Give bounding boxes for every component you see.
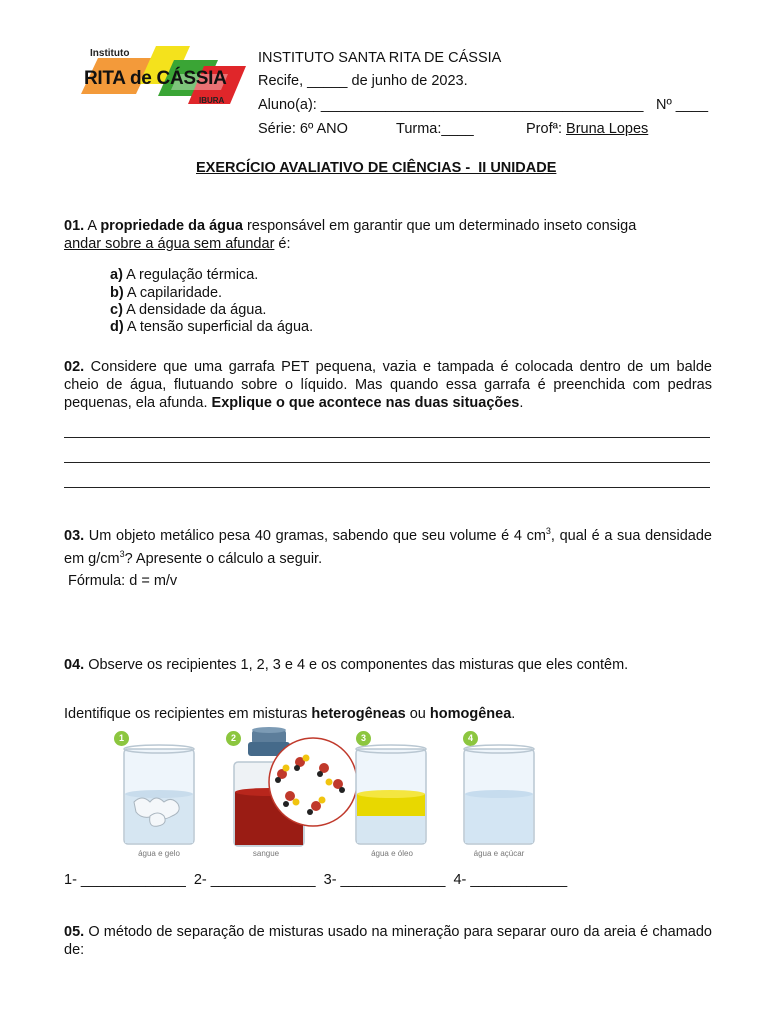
q3-formula: Fórmula: d = m/v <box>68 573 178 589</box>
question-5-number: 05. <box>64 924 85 940</box>
question-2 <box>64 358 712 412</box>
question-1-line1 <box>64 218 636 234</box>
q3-superscript: 3 <box>119 548 125 559</box>
beaker-2-blood <box>234 727 357 846</box>
q1-option-b <box>110 285 222 301</box>
answer-line[interactable] <box>64 487 710 488</box>
q1-text-b: responsável em garantir que um determinado inseto consiga <box>242 218 637 234</box>
q3-text-a: Um objeto metálico pesa 40 gramas, sabendo que seu volume é 4 cm <box>84 527 546 544</box>
beaker-1-water-ice <box>124 745 194 844</box>
beaker-number-1: 1 <box>114 731 129 746</box>
teacher-prefix: Profª: <box>526 121 567 137</box>
q1-option-d <box>110 319 313 335</box>
q1-bold-text: propriedade da água <box>100 218 243 234</box>
beaker-2-caption: sangue <box>252 849 280 858</box>
q2-bold-text: Explique o que acontece nas duas situações <box>211 395 520 411</box>
date-line: Recife, _____ de junho de 2023. <box>258 73 468 89</box>
teacher-name: Bruna Lopes <box>566 121 649 137</box>
beaker-4-caption: água e açúcar <box>473 849 525 858</box>
beaker-number-4: 4 <box>463 731 478 746</box>
q4-bold-heterogeneas: heterogêneas <box>311 706 406 722</box>
q1-option-a <box>110 267 258 283</box>
grade-label: Série: 6º ANO <box>258 121 348 137</box>
q4-instruction <box>64 706 515 722</box>
q1-text-a: A <box>84 218 101 234</box>
q1-underlined-text: andar sobre a água sem afundar <box>64 236 275 252</box>
q4-instruction-a: Identifique os recipientes em misturas <box>64 706 312 722</box>
answer-line[interactable] <box>64 462 710 463</box>
logo-place-text: IBURA <box>199 96 225 105</box>
option-text: A tensão superficial da água. <box>123 319 314 335</box>
answer-line[interactable] <box>64 437 710 438</box>
beaker-4-water-sugar <box>464 745 534 844</box>
option-letter: d) <box>110 319 124 335</box>
q3-text-c: ? Apresente o cálculo a seguir. <box>124 550 323 567</box>
q2-end: . <box>519 395 524 411</box>
option-letter: a) <box>110 267 123 283</box>
question-2-number: 02. <box>64 359 85 375</box>
mixtures-illustration <box>110 724 550 854</box>
beaker-number-2: 2 <box>226 731 241 746</box>
q4-bold-homogenea: homogênea <box>429 706 512 722</box>
q1-text-c: é: <box>274 236 291 252</box>
logo-name-text: RITA de CÁSSIA <box>84 68 227 89</box>
question-4 <box>64 657 628 673</box>
question-4-number: 04. <box>64 657 85 673</box>
q1-option-c <box>110 302 266 318</box>
question-1-line2 <box>64 236 291 252</box>
option-text: A regulação térmica. <box>122 267 259 283</box>
question-3-number: 03. <box>64 527 85 544</box>
q3-text-b: , qual é a sua densidade em g/cm <box>64 527 712 567</box>
q2-text: Considere que uma garrafa PET pequena, vazia e tampada é colocada dentro de um balde cheio de água, flutuando sobre o líquido. Mas quando essa garrafa é preenchida com pedras pequenas, ela afunda. <box>64 359 712 411</box>
beaker-number-3: 3 <box>356 731 371 746</box>
logo-instituto-text: Instituto <box>90 48 130 59</box>
question-3 <box>64 522 712 568</box>
page-title: EXERCÍCIO AVALIATIVO DE CIÊNCIAS - II UNIDADE <box>196 160 557 176</box>
option-letter: b) <box>110 285 124 301</box>
student-number-field: Nº ____ <box>656 97 709 113</box>
beaker-3-caption: água e óleo <box>371 849 413 858</box>
q5-text: O método de separação de misturas usado na mineração para separar ouro da areia é chamado de: <box>64 924 712 958</box>
q4-text: Observe os recipientes 1, 2, 3 e 4 e os componentes das misturas que eles contêm. <box>84 657 629 673</box>
institution-name: INSTITUTO SANTA RITA DE CÁSSIA <box>258 50 502 66</box>
q3-superscript: 3 <box>545 526 551 536</box>
q4-instruction-b: ou <box>405 706 430 722</box>
teacher-label <box>526 121 648 137</box>
q4-answer-blanks[interactable]: 1- _____________ 2- _____________ 3- _____________ 4- ____________ <box>64 872 568 888</box>
q4-instruction-c: . <box>511 706 516 722</box>
beaker-1-caption: água e gelo <box>138 849 180 858</box>
option-letter: c) <box>110 302 123 318</box>
question-5 <box>64 923 712 959</box>
option-text: A capilaridade. <box>123 285 223 301</box>
option-text: A densidade da água. <box>122 302 267 318</box>
class-field: Turma:____ <box>396 121 474 137</box>
question-1-number: 01. <box>64 218 85 234</box>
student-name-field: Aluno(a): ________________________________________ <box>258 97 644 113</box>
beaker-3-water-oil <box>356 745 426 844</box>
